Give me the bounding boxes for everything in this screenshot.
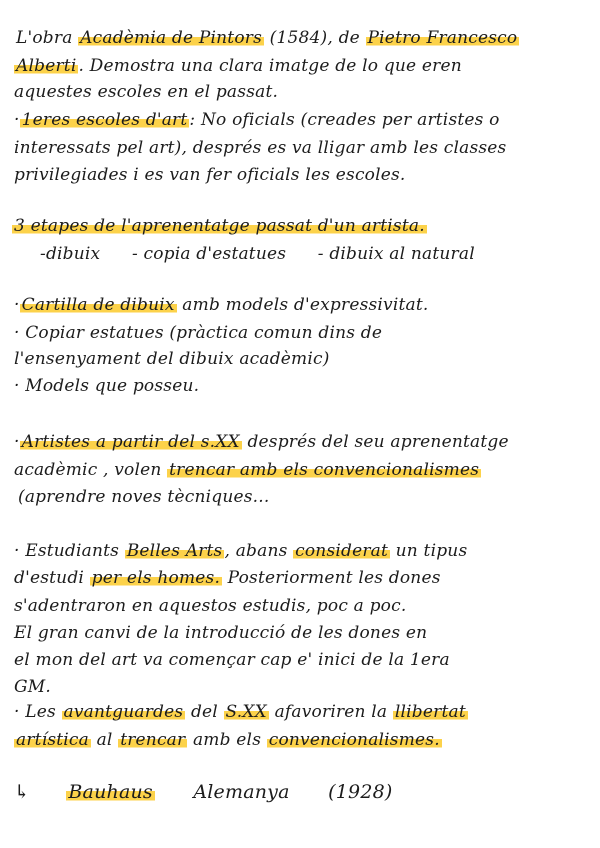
highlight: 1eres escoles d'art (21, 110, 188, 130)
highlight: convencionalismes. (268, 730, 440, 750)
stage-item: - copia d'estatues (131, 244, 287, 264)
note-line: · Artistes a partir del s.XX després del seu aprenentatge (14, 432, 509, 452)
note-line: d'estudi per els homes. Posteriorment les dones (14, 568, 441, 588)
highlight: S.XX (225, 702, 267, 722)
note-line: · 1eres escoles d'art : No oficials (creades per artistes o (14, 110, 500, 130)
highlight: considerat (295, 541, 389, 561)
note-line: El gran canvi de la introducció de les dones en (14, 623, 428, 643)
highlight: artística (16, 730, 89, 750)
note-line: acadèmic , volen trencar amb els convencionalismes (14, 460, 480, 480)
stage-item: - dibuix al natural (317, 244, 475, 264)
note-line: · Models que posseu. (14, 376, 200, 396)
highlight: Bauhaus (68, 781, 153, 803)
highlight: Belles Arts (126, 541, 223, 561)
note-line: (aprendre noves tècniques... (18, 487, 270, 507)
highlight: Artistes a partir del s.XX (21, 432, 240, 452)
note-line: GM. (14, 677, 51, 697)
highlight: per els homes. (91, 568, 221, 588)
note-line: privilegiades i es van fer oficials les escoles. (14, 165, 406, 185)
highlight: Alberti (16, 56, 77, 76)
note-line: aquestes escoles en el passat. (14, 82, 279, 102)
note-line: · Cartilla de dibuix amb models d'expressivitat. (14, 295, 429, 315)
highlight: llibertat (394, 702, 466, 722)
highlight: Cartilla de dibuix (21, 295, 175, 315)
stage-item: -dibuix (40, 244, 101, 264)
note-line: · Copiar estatues (pràctica comun dins de (14, 323, 383, 343)
note-line: Alberti . Demostra una clara imatge de lo que eren (16, 56, 462, 76)
note-line: L'obra Acadèmia de Pintors (1584), de Pietro Francesco (16, 28, 518, 48)
stages-list (40, 242, 475, 266)
note-line (12, 214, 427, 238)
highlight: trencar amb els convencionalismes (169, 460, 480, 480)
note-line: · Estudiants Belles Arts , abans considerat un tipus (14, 541, 468, 561)
note-line: el mon del art va començar cap e' inici de la 1era (14, 650, 450, 670)
highlight: Acadèmia de Pintors (80, 28, 263, 48)
note-line: ↳ Bauhaus Alemanya (1928) (14, 781, 393, 803)
note-line: interessats pel art), després es va lligar amb les classes (14, 138, 507, 158)
highlight: Pietro Francesco (367, 28, 518, 48)
highlight: trencar (120, 730, 186, 750)
note-line: s'adentraron en aquestos estudis, poc a poc. (14, 596, 407, 616)
arrow-icon: ↳ (14, 781, 31, 803)
note-line: artística al trencar amb els convencionalismes. (16, 730, 440, 750)
highlight: 3 etapes de l'aprenentatge passat d'un artista. (14, 216, 425, 236)
note-line: l'ensenyament del dibuix acadèmic) (14, 349, 330, 369)
note-line: · Les avantguardes del S.XX afavoriren la llibertat (14, 702, 466, 722)
highlight: avantguardes (63, 702, 184, 722)
